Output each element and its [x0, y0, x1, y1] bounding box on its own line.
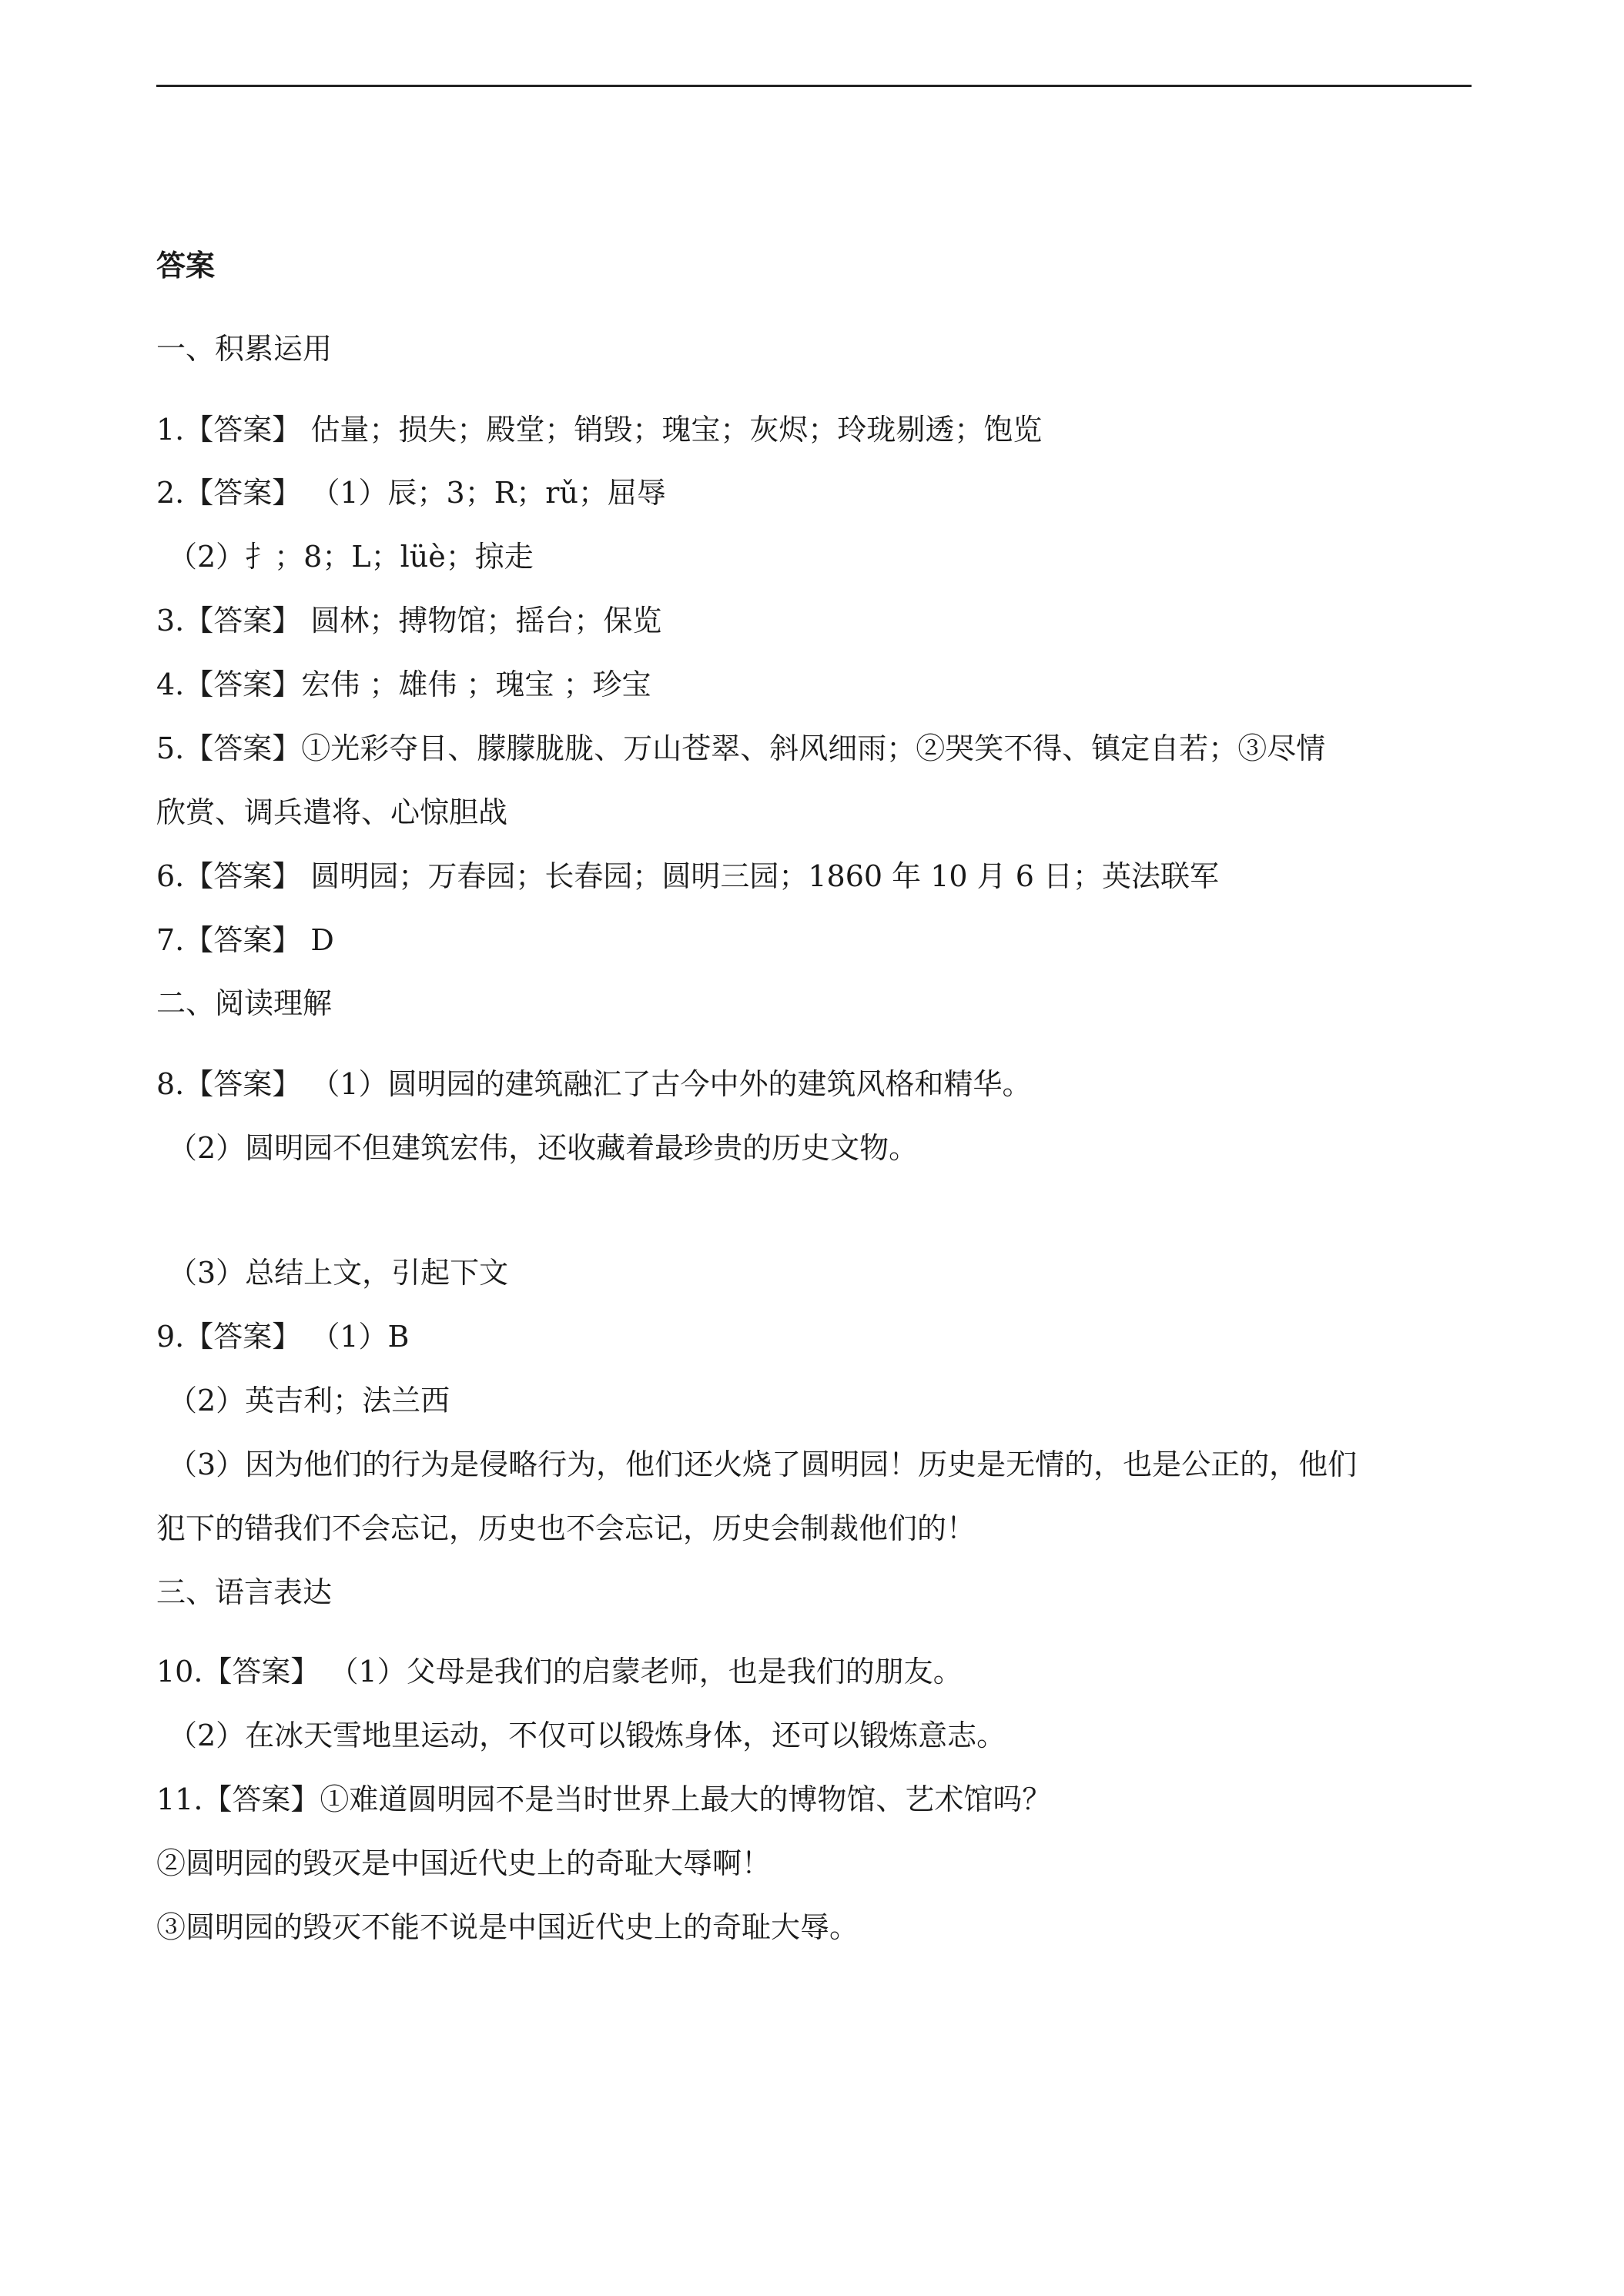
answer-1: 1.【答案】 估量；损失；殿堂；销毁；瑰宝；灰烬；玲珑剔透；饱览 — [156, 413, 1043, 447]
answer-8-part-1: 8.【答案】 （1）圆明园的建筑融汇了古今中外的建筑风格和精华。 — [156, 1067, 1032, 1101]
section-heading-accumulation: 一、积累运用 — [156, 332, 333, 366]
answer-10-part-2: （2）在冰天雪地里运动，不仅可以锻炼身体，还可以锻炼意志。 — [168, 1719, 1006, 1752]
section-heading-expression: 三、语言表达 — [156, 1575, 333, 1609]
answer-11-part-2: ②圆明园的毁灭是中国近代史上的奇耻大辱啊！ — [156, 1846, 772, 1880]
answer-5-line-1: 5.【答案】①光彩夺目、朦朦胧胧、万山苍翠、斜风细雨；②哭笑不得、镇定自若；③尽情 — [156, 731, 1326, 765]
answer-6: 6.【答案】 圆明园；万春园；长春园；圆明三园；1860 年 10 月 6 日；英法联军 — [156, 859, 1219, 893]
page-title: 答案 — [156, 248, 216, 283]
header-rule — [156, 85, 1472, 87]
answer-9-part-3-line-2: 犯下的错我们不会忘记，历史也不会忘记，历史会制裁他们的！ — [156, 1511, 976, 1545]
section-heading-reading: 二、阅读理解 — [156, 986, 333, 1020]
answer-7: 7.【答案】 D — [156, 923, 334, 957]
answer-4: 4.【答案】宏伟 ；雄伟 ；瑰宝 ；珍宝 — [156, 668, 651, 701]
answer-9-part-2: （2）英吉利；法兰西 — [168, 1384, 450, 1417]
answer-8-part-3: （3）总结上文，引起下文 — [168, 1256, 509, 1290]
answer-5-line-2: 欣赏、调兵遣将、心惊胆战 — [156, 795, 508, 829]
answer-8-part-2: （2）圆明园不但建筑宏伟，还收藏着最珍贵的历史文物。 — [168, 1131, 919, 1165]
answer-2-part-1: 2.【答案】 （1）辰；3；R；rǔ；屈辱 — [156, 476, 666, 510]
answer-11-part-1: 11.【答案】①难道圆明园不是当时世界上最大的博物馆、艺术馆吗？ — [156, 1782, 1052, 1816]
answer-2-part-2: （2）扌；8；L；lüè；掠走 — [168, 540, 534, 574]
answer-3: 3.【答案】 圆林；搏物馆；摇台；保览 — [156, 604, 662, 638]
answer-9-part-3-line-1: （3）因为他们的行为是侵略行为，他们还火烧了圆明园！历史是无情的，也是公正的，他们 — [168, 1448, 1358, 1481]
answer-9-part-1: 9.【答案】 （1）B — [156, 1320, 410, 1354]
answer-10-part-1: 10.【答案】 （1）父母是我们的启蒙老师，也是我们的朋友。 — [156, 1655, 963, 1689]
answer-11-part-3: ③圆明园的毁灭不能不说是中国近代史上的奇耻大辱。 — [156, 1910, 859, 1944]
